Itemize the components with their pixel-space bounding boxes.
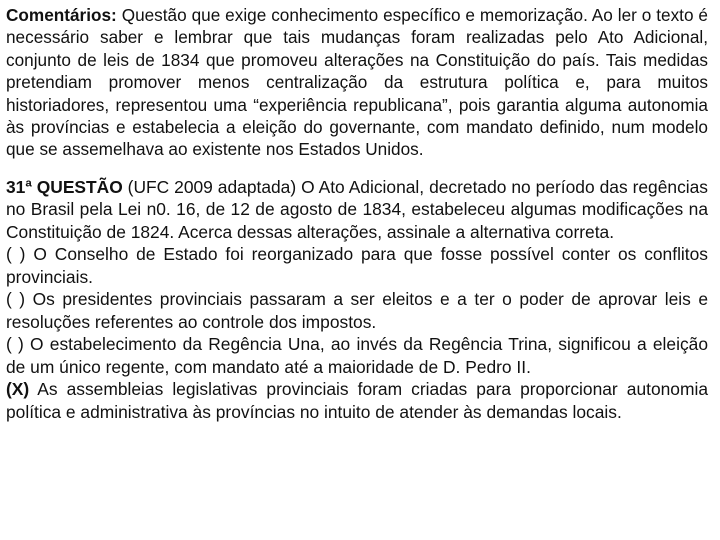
alternative-item-1 (6, 243, 708, 288)
alternative-item-4 (6, 378, 708, 423)
comments-text: Questão que exige conhecimento específico e memorização. Ao ler o texto é necessário saber e lembrar que tais mudanças foram realizadas pelo Ato Adicional, conjunto de leis de 1834 que promoveu alterações na Constituição do país. Tais medidas pretendiam promover menos centralização da estrutura política e, para muitos historiadores, representou uma “experiência republicana”, pois garantia alguma autonomia às províncias e estabelecia a eleição do governante, com mandato definido, num modelo que se assemelhava ao existente nos Estados Unidos. (6, 5, 708, 160)
alternative-text-1: O Conselho de Estado foi reorganizado para que fosse possível conter os conflitos provinciais. (6, 244, 708, 287)
question-statement (6, 176, 708, 244)
alternative-marker-2: ( ) (6, 289, 26, 310)
alternative-marker-1: ( ) (6, 244, 26, 265)
alternative-marker-4-checked: (X) (6, 379, 30, 400)
question-statement-text: (UFC 2009 adaptada) O Ato Adicional, decretado no período das regências no Brasil pela Lei n0. 16, de 12 de agosto de 1834, estabeleceu algumas modificações na Constituição de 1824. Acerca dessas alterações, assinale a alternativa correta. (6, 176, 708, 242)
comments-paragraph (6, 4, 708, 161)
question-block (6, 176, 708, 424)
alternative-text-2: Os presidentes provinciais passaram a ser eleitos e a ter o poder de aprovar leis e resoluções referentes ao controle dos impostos. (6, 289, 708, 332)
comments-label: Comentários: (6, 5, 117, 25)
question-label: 31ª QUESTÃO (6, 176, 123, 197)
alternative-text-3: O estabelecimento da Regência Una, ao invés da Regência Trina, significou a eleição de um único regente, com mandato até a maioridade de D. Pedro II. (6, 334, 708, 377)
alternative-marker-3: ( ) (6, 334, 24, 355)
alternative-item-3 (6, 333, 708, 378)
alternative-text-4: As assembleias legislativas provinciais foram criadas para proporcionar autonomia política e administrativa às províncias no intuito de atender às demandas locais. (6, 379, 708, 422)
alternative-item-2 (6, 288, 708, 333)
comments-block (6, 4, 708, 161)
